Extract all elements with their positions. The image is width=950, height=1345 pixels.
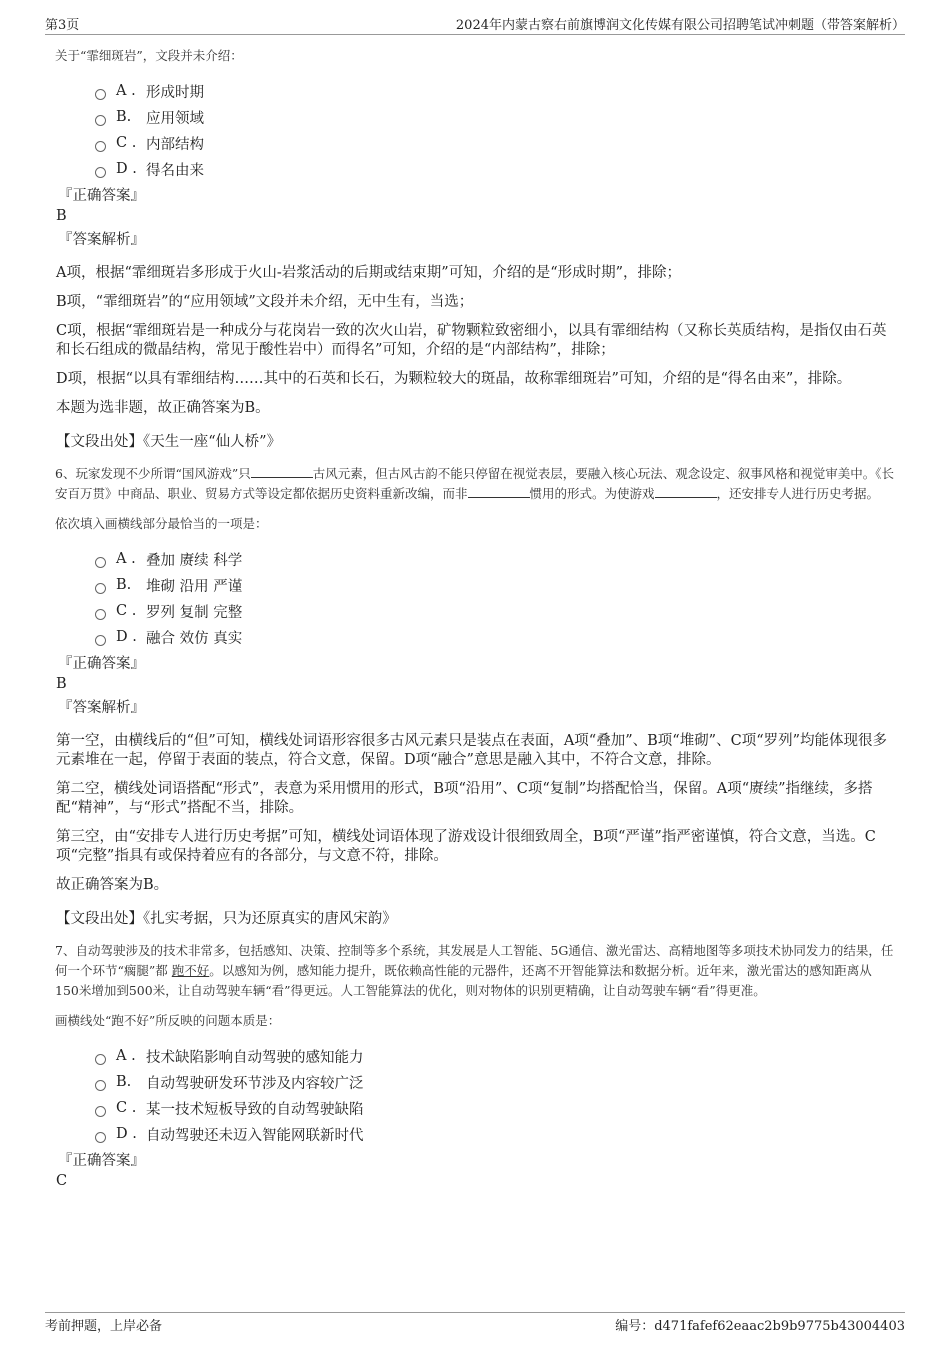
answer-value: C — [56, 1173, 68, 1189]
radio-icon[interactable] — [95, 1132, 106, 1143]
option-letter: A . — [116, 83, 136, 99]
answer-tag: 『正确答案』 — [58, 188, 145, 204]
radio-icon[interactable] — [95, 1080, 106, 1091]
radio-icon[interactable] — [95, 635, 106, 646]
analysis-tag: 『答案解析』 — [58, 232, 145, 248]
stem-text: 。以感知为例，感知能力提升，既依赖高性能的元器件，还离不开智能算法和数据分析。近年来，激光雷达的感知距离从150米增加到500米，让自动驾驶车辆“看”得更远。人工智能算法的优化，则对物体的识别更精确，让自动驾驶车辆“看”得更准。 — [55, 963, 872, 998]
underlined-phrase: 跑不好 — [171, 963, 210, 978]
analysis-paragraph: 第二空，横线处词语搭配“形式”，表意为采用惯用的形式，B项“沿用”、C项“复制”均搭配恰当，保留。A项“赓续”指继续，多搭配“精神”，与“形式”搭配不当，排除。 — [56, 781, 873, 816]
option-c[interactable] — [95, 130, 895, 156]
question-6-prompt: 依次填入画横线部分最恰当的一项是： — [55, 516, 268, 531]
source-citation: 【文段出处】《天生一座“仙人桥”》 — [56, 434, 282, 450]
option-d[interactable] — [95, 624, 895, 650]
option-b[interactable] — [95, 572, 895, 598]
question-5 — [55, 46, 895, 452]
analysis — [55, 264, 895, 418]
page-footer — [45, 1312, 905, 1335]
option-text: 自动驾驶还未迈入智能网联新时代 — [146, 1127, 364, 1144]
option-a[interactable] — [95, 78, 895, 104]
option-letter: A . — [116, 551, 136, 567]
document-title: 2024年内蒙古察右前旗博润文化传媒有限公司招聘笔试冲刺题（带答案解析） — [455, 18, 905, 33]
radio-icon[interactable] — [95, 583, 106, 594]
option-text: 罗列 复制 完整 — [146, 604, 243, 621]
stem-text: 古风元素，但古风古韵不能只停留在视觉表层，要融入核心玩法、观念设定、叙事风格和视觉审美中。《长安百万贯》中商品、职业、贸易方式等设定都依据历史资料重新改编，而非 — [55, 466, 894, 501]
radio-icon[interactable] — [95, 1054, 106, 1065]
option-c[interactable] — [95, 598, 895, 624]
radio-icon[interactable] — [95, 609, 106, 620]
radio-icon[interactable] — [95, 167, 106, 178]
source-citation: 【文段出处】《扎实考据，只为还原真实的唐风宋韵》 — [56, 911, 397, 927]
option-b[interactable] — [95, 1069, 895, 1095]
question-6 — [55, 464, 895, 929]
fill-blank — [468, 485, 530, 498]
option-text: 形成时期 — [146, 84, 204, 101]
option-letter: B. — [116, 577, 132, 593]
radio-icon[interactable] — [95, 89, 106, 100]
analysis-paragraph: A项，根据“霏细斑岩多形成于火山-岩浆活动的后期或结束期”可知，介绍的是“形成时期”，排除； — [56, 265, 682, 281]
option-text: 技术缺陷影响自动驾驶的感知能力 — [146, 1049, 364, 1066]
answer-tag: 『正确答案』 — [58, 1153, 145, 1169]
option-letter: D . — [116, 161, 137, 177]
question-7 — [55, 941, 895, 1191]
option-d[interactable] — [95, 1121, 895, 1147]
main-content — [55, 46, 895, 1191]
analysis-paragraph: 本题为选非题，故正确答案为B。 — [56, 400, 270, 416]
page-header — [45, 12, 905, 35]
stem-text: 6、玩家发现不少所谓“国风游戏”只 — [55, 466, 251, 481]
option-b[interactable] — [95, 104, 895, 130]
page-number: 第3页 — [45, 18, 80, 33]
question-5-intro: 关于“霏细斑岩”，文段并未介绍： — [55, 48, 243, 63]
question-7-options — [95, 1043, 895, 1147]
answer-tag: 『正确答案』 — [58, 656, 145, 672]
option-a[interactable] — [95, 1043, 895, 1069]
document-id: 编号：d471fafef62eaac2b9b9775b43004403 — [615, 1319, 905, 1334]
stem-text: 7、自动驾驶涉及的技术非常多，包括感知、决策、控制等多个系统，其发展是人工智能、5G通信、激光雷达、高精地图等多项技术协同发力的结果，任何一个环节“瘸腿”都 — [55, 943, 894, 978]
question-6-stem — [55, 464, 895, 504]
analysis-paragraph: D项，根据“以具有霏细结构……其中的石英和长石，为颗粒较大的斑晶，故称霏细斑岩”可知，介绍的是“得名由来”，排除。 — [56, 371, 852, 387]
question-5-options — [95, 78, 895, 182]
option-text: 得名由来 — [146, 162, 204, 179]
analysis — [55, 732, 895, 895]
answer-value: B — [56, 208, 67, 224]
radio-icon[interactable] — [95, 141, 106, 152]
option-text: 叠加 赓续 科学 — [146, 552, 243, 569]
analysis-paragraph: 故正确答案为B。 — [56, 877, 169, 893]
fill-blank — [251, 465, 313, 478]
radio-icon[interactable] — [95, 1106, 106, 1117]
analysis-paragraph: B项，“霏细斑岩”的“应用领域”文段并未介绍，无中生有，当选； — [56, 294, 474, 310]
footer-slogan: 考前押题，上岸必备 — [45, 1319, 163, 1334]
option-text: 应用领域 — [146, 110, 204, 127]
option-letter: C . — [116, 603, 137, 619]
option-letter: B. — [116, 1074, 132, 1090]
option-a[interactable] — [95, 546, 895, 572]
radio-icon[interactable] — [95, 115, 106, 126]
analysis-paragraph: C项，根据“霏细斑岩是一种成分与花岗岩一致的次火山岩，矿物颗粒致密细小，以具有霏细结构（又称长英质结构，是指仅由石英和长石组成的微晶结构，常见于酸性岩中）而得名”可知，介绍的是“内部结构”，排除； — [56, 323, 887, 358]
option-letter: B. — [116, 109, 132, 125]
option-text: 内部结构 — [146, 136, 204, 153]
option-letter: D . — [116, 1126, 137, 1142]
option-text: 融合 效仿 真实 — [146, 630, 243, 647]
fill-blank — [655, 485, 717, 498]
option-text: 堆砌 沿用 严谨 — [146, 578, 243, 595]
answer-value: B — [56, 676, 67, 692]
option-text: 某一技术短板导致的自动驾驶缺陷 — [146, 1101, 364, 1118]
analysis-paragraph: 第三空，由“安排专人进行历史考据”可知，横线处词语体现了游戏设计很细致周全，B项“严谨”指严密谨慎，符合文意，当选。C项“完整”指具有或保持着应有的各部分，与文意不符，排除。 — [56, 829, 876, 864]
analysis-paragraph: 第一空，由横线后的“但”可知，横线处词语形容很多古风元素只是装点在表面，A项“叠加”、B项“堆砌”、C项“罗列”均能体现很多元素堆在一起，停留于表面的装点，符合文意，保留。D项“融合”意思是融入其中，不符合文意，排除。 — [56, 733, 888, 768]
option-letter: C . — [116, 135, 137, 151]
option-text: 自动驾驶研发环节涉及内容较广泛 — [146, 1075, 364, 1092]
option-d[interactable] — [95, 156, 895, 182]
analysis-tag: 『答案解析』 — [58, 700, 145, 716]
radio-icon[interactable] — [95, 557, 106, 568]
stem-text: 惯用的形式。为使游戏 — [529, 486, 655, 501]
question-7-prompt: 画横线处“跑不好”所反映的问题本质是： — [55, 1013, 281, 1028]
stem-text: ，还安排专人进行历史考据。 — [716, 486, 880, 501]
option-letter: C . — [116, 1100, 137, 1116]
question-7-stem — [55, 941, 895, 1001]
option-letter: A . — [116, 1048, 136, 1064]
option-letter: D . — [116, 629, 137, 645]
question-6-options — [95, 546, 895, 650]
option-c[interactable] — [95, 1095, 895, 1121]
